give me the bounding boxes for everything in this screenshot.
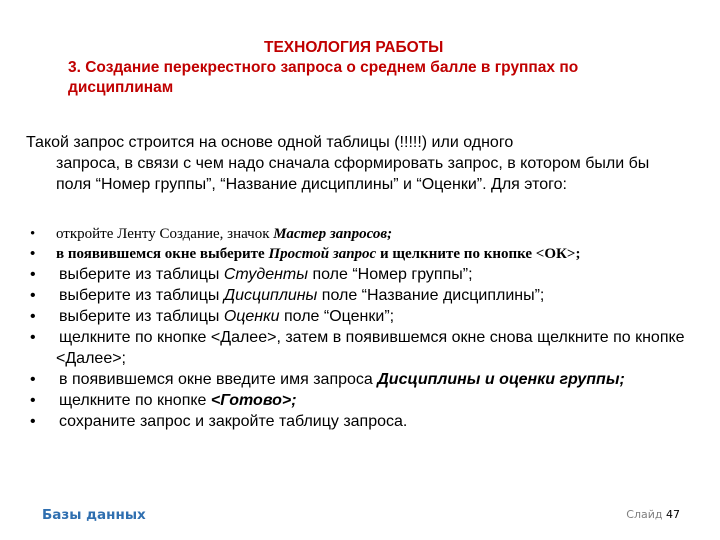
slide-header [68,38,688,98]
list-item [26,224,696,244]
step-text: поле “Оценки”; [279,308,395,325]
list-item [26,244,696,264]
bullet-glyph: • [30,308,36,325]
bullet-glyph: • [30,371,36,388]
intro-paragraph [26,132,686,195]
bullet-glyph: • [30,226,36,242]
list-item [26,327,696,369]
bullet-glyph: • [30,392,36,409]
step-text: и щелкните по кнопке <ОК>; [376,246,581,262]
list-item [26,369,696,390]
slide-subtitle-line2: дисциплинам [68,79,174,96]
footer-section-title: Базы данных [42,507,146,523]
step-emphasis: Дисциплины [223,287,318,304]
slide-title: ТЕХНОЛОГИЯ РАБОТЫ [264,39,444,56]
step-text: сохраните запрос и закройте таблицу запроса. [59,413,408,430]
step-text: щелкните по кнопке [59,392,211,409]
slide-number: 47 [666,508,680,521]
step-emphasis: Мастер запросов; [273,226,393,242]
intro-line1: Такой запрос строится на основе одной таблицы (!!!!!) или одного [26,134,514,151]
steps-list [26,224,696,432]
slide-label: Слайд [626,508,663,521]
list-item [26,264,696,285]
step-text: в появившемся окне выберите [56,246,269,262]
bullet-glyph: • [30,246,36,262]
step-emphasis: Дисциплины и оценки группы; [377,371,625,388]
step-emphasis: <Готово>; [210,392,297,409]
bullet-glyph: • [30,287,36,304]
step-text: поле “Номер группы”; [308,266,473,283]
step-text: выберите из таблицы [59,287,224,304]
step-emphasis: Оценки [223,308,280,325]
list-item [26,411,696,432]
step-text: щелкните по кнопке <Далее>, затем в появившемся окне снова щелкните по кнопке <Далее>; [56,329,685,367]
step-text: в появившемся окне введите имя запроса [59,371,378,388]
step-emphasis: Простой запрос [268,246,377,262]
step-emphasis: Студенты [223,266,308,283]
bullet-glyph: • [30,329,36,346]
step-text: откройте Ленту Создание, значок [56,226,274,242]
intro-rest: запроса, в связи с чем надо сначала сформировать запрос, в котором были бы поля “Номер группы”, “Название дисциплины” и “Оценки”. Для этого: [56,155,650,193]
list-item [26,390,696,411]
step-text: выберите из таблицы [59,266,224,283]
step-text: поле “Название дисциплины”; [317,287,545,304]
footer-slide-number [626,508,680,521]
slide-subtitle-line1: 3. Создание перекрестного запроса о среднем балле в группах по [68,59,579,76]
bullet-glyph: • [30,413,36,430]
step-text: выберите из таблицы [59,308,224,325]
list-item [26,285,696,306]
bullet-glyph: • [30,266,36,283]
list-item [26,306,696,327]
